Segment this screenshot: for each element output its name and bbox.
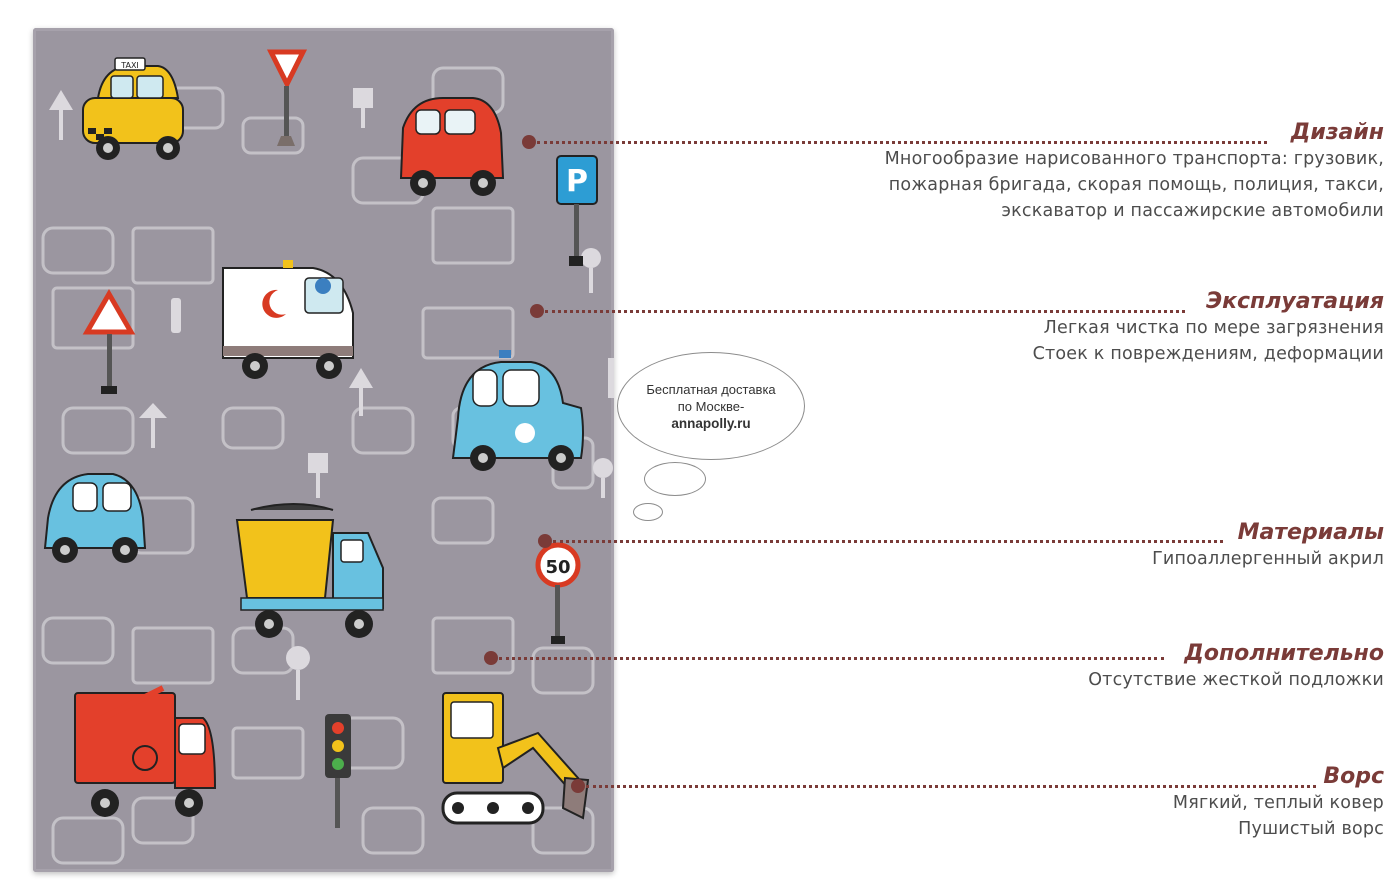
feature-extra-line-1: Отсутствие жесткой подложки	[1088, 670, 1384, 690]
feature-design-line-1: Многообразие нарисованного транспорта: грузовик,	[884, 149, 1384, 169]
feature-design-line-3: экскаватор и пассажирские автомобили	[1001, 201, 1384, 221]
dump-truck-icon	[237, 504, 383, 638]
feature-pile-title: Ворс	[1323, 764, 1384, 789]
feature-materials-title: Материалы	[1237, 520, 1384, 545]
traffic-light-icon	[325, 714, 351, 828]
feature-materials	[1152, 520, 1384, 572]
feature-extra-title: Дополнительно	[1184, 641, 1384, 666]
feature-pile-line-1: Мягкий, теплый ковер	[1172, 793, 1384, 813]
feature-usage-line-2: Стоек к повреждениям, деформации	[1032, 344, 1384, 364]
bubble-site-link[interactable]: annapolly.ru	[671, 415, 751, 431]
usage-pointer-dot	[530, 304, 544, 318]
feature-pile	[1173, 764, 1384, 842]
feature-usage-title: Эксплуатация	[1205, 289, 1384, 314]
pile-pointer-dot	[571, 779, 585, 793]
ambulance-icon	[223, 260, 353, 379]
bubble-puff-large	[644, 462, 706, 496]
materials-pointer-dot	[538, 534, 552, 548]
car-icon	[401, 98, 503, 196]
bubble-line-1: Бесплатная доставка	[646, 381, 776, 397]
speed-sign-label: 50	[545, 557, 571, 578]
rug-pattern	[33, 28, 614, 872]
taxi-sign-label: TAXI	[121, 61, 139, 70]
feature-design-title: Дизайн	[1290, 120, 1384, 145]
feature-design-line-2: пожарная бригада, скорая помощь, полиция, такси,	[888, 175, 1384, 195]
warning-sign-icon	[87, 294, 131, 394]
parking-sign-label: P	[566, 164, 588, 199]
feature-usage	[1033, 289, 1384, 367]
bubble-puff-small	[633, 503, 663, 521]
delivery-bubble	[617, 352, 805, 460]
police-car-icon	[453, 350, 583, 471]
materials-leader-line	[553, 540, 1223, 543]
feature-pile-line-2: Пушистый ворс	[1238, 819, 1384, 839]
extra-leader-line	[499, 657, 1164, 660]
feature-materials-line-1: Гипоаллергенный акрил	[1152, 549, 1384, 569]
excavator-icon	[443, 693, 588, 823]
car-icon	[45, 474, 145, 563]
yield-sign-icon	[271, 52, 303, 146]
design-pointer-dot	[522, 135, 536, 149]
taxi-icon	[83, 58, 183, 160]
speed-limit-sign-icon	[538, 545, 578, 644]
feature-extra	[1088, 641, 1384, 693]
rug-image	[33, 28, 614, 872]
feature-design	[885, 120, 1384, 224]
feature-usage-line-1: Легкая чистка по мере загрязнения	[1043, 318, 1384, 338]
extra-pointer-dot	[484, 651, 498, 665]
bubble-line-2: по Москве-	[677, 398, 745, 414]
